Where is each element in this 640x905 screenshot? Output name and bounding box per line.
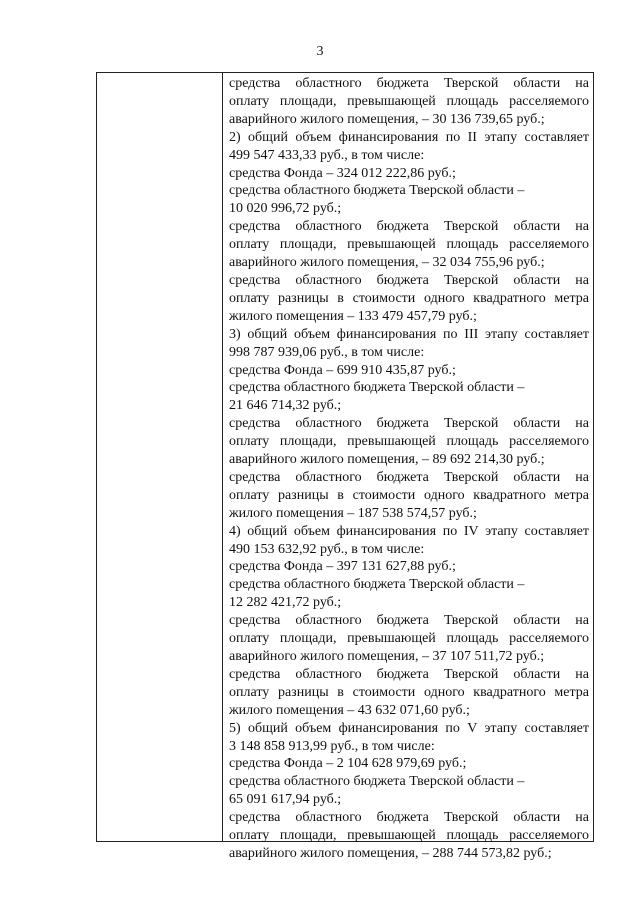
text-line: средства областного бюджета Тверской области на [229, 219, 589, 235]
text-line: средства Фонда – 324 012 222,86 руб.; [229, 165, 456, 181]
text-line: 10 020 996,72 руб.; [229, 201, 342, 217]
text-line: 4) общий объем финансирования по IV этапу составляет [229, 523, 589, 539]
paragraph-stage-2-total [229, 129, 589, 165]
text-line: средства областного бюджета Тверской области – [229, 774, 525, 790]
text-line: средства областного бюджета Тверской области на [229, 416, 589, 432]
text-line: аварийного жилого помещения, – 32 034 755,96 руб.; [229, 255, 545, 271]
text-line: оплату площади, превышающей площадь расселяемого [229, 434, 589, 450]
paragraph-stage-4-regional [229, 576, 589, 612]
paragraph-stage-4-fund [229, 558, 589, 576]
paragraph-stage-4-price-difference [229, 666, 589, 720]
text-line: средства областного бюджета Тверской области – [229, 183, 525, 199]
paragraph-stage-3-regional [229, 379, 589, 415]
text-line: 21 646 714,32 руб.; [229, 398, 342, 414]
text-line: оплату площади, превышающей площадь расселяемого [229, 828, 589, 844]
paragraph-stage-3-fund [229, 362, 589, 380]
document-table [96, 72, 594, 861]
text-line: средства областного бюджета Тверской области на [229, 469, 589, 485]
paragraph-stage-5-regional [229, 773, 589, 809]
text-line: средства Фонда – 397 131 627,88 руб.; [229, 559, 456, 575]
text-line: аварийного жилого помещения, – 30 136 739,65 руб.; [229, 111, 545, 127]
text-line: 12 282 421,72 руб.; [229, 595, 342, 611]
text-line: 2) общий объем финансирования по II этапу составляет [229, 129, 589, 145]
text-line: средства областного бюджета Тверской области на [229, 810, 589, 826]
page-number: 3 [316, 44, 324, 59]
text-line: аварийного жилого помещения, – 288 744 573,82 руб.; [229, 845, 552, 861]
text-line: оплату разницы в стоимости одного квадратного метра [229, 684, 589, 700]
text-line: 499 547 433,33 руб., в том числе: [229, 147, 425, 163]
text-line: средства областного бюджета Тверской области на [229, 613, 589, 629]
table-right-column [223, 73, 593, 861]
paragraph-stage-5-fund [229, 755, 589, 773]
text-line: жилого помещения – 43 632 071,60 руб.; [229, 702, 470, 718]
paragraph-stage-4-excess-area [229, 612, 589, 666]
text-line: средства Фонда – 699 910 435,87 руб.; [229, 362, 456, 378]
paragraph-stage-2-excess-area [229, 218, 589, 272]
text-line: средства Фонда – 2 104 628 979,69 руб.; [229, 756, 467, 772]
text-line: аварийного жилого помещения, – 37 107 511,72 руб.; [229, 649, 545, 664]
text-line: оплату разницы в стоимости одного квадратного метра [229, 487, 589, 503]
paragraph-stage-3-total [229, 326, 589, 362]
text-line: оплату разницы в стоимости одного квадратного метра [229, 290, 589, 306]
paragraph-stage-3-price-difference [229, 469, 589, 523]
text-line: оплату площади, превышающей площадь расселяемого [229, 93, 589, 109]
text-line: жилого помещения – 133 479 457,79 руб.; [229, 308, 477, 324]
text-line: 998 787 939,06 руб., в том числе: [229, 344, 425, 360]
text-line: средства областного бюджета Тверской области на [229, 666, 589, 682]
text-line: аварийного жилого помещения, – 89 692 214,30 руб.; [229, 452, 545, 468]
paragraph-stage-3-excess-area [229, 415, 589, 469]
paragraph-stage-2-fund [229, 165, 589, 183]
text-line: жилого помещения – 187 538 574,57 руб.; [229, 505, 477, 521]
paragraph-stage-2-price-difference [229, 272, 589, 326]
text-line: средства областного бюджета Тверской области на [229, 272, 589, 288]
text-line: оплату площади, превышающей площадь расселяемого [229, 631, 589, 647]
table-left-column [97, 73, 223, 841]
paragraph-stage-2-regional [229, 182, 589, 218]
text-line: оплату площади, превышающей площадь расселяемого [229, 237, 589, 253]
text-line: 65 091 617,94 руб.; [229, 792, 342, 808]
paragraph-stage-5-total [229, 720, 589, 756]
text-line: 3 148 858 913,99 руб., в том числе: [229, 738, 435, 754]
text-line: средства областного бюджета Тверской области – [229, 577, 525, 593]
paragraph-stage-5-excess-area [229, 809, 589, 863]
text-line: 490 153 632,92 руб., в том числе: [229, 541, 425, 557]
paragraph-stage-4-total [229, 523, 589, 559]
text-line: 5) общий объем финансирования по V этапу составляет [229, 720, 589, 736]
paragraph-regional-budget-excess-area [229, 75, 589, 129]
text-line: средства областного бюджета Тверской области на [229, 76, 589, 91]
text-line: 3) общий объем финансирования по III этапу составляет [229, 326, 589, 342]
text-line: средства областного бюджета Тверской области – [229, 380, 525, 396]
